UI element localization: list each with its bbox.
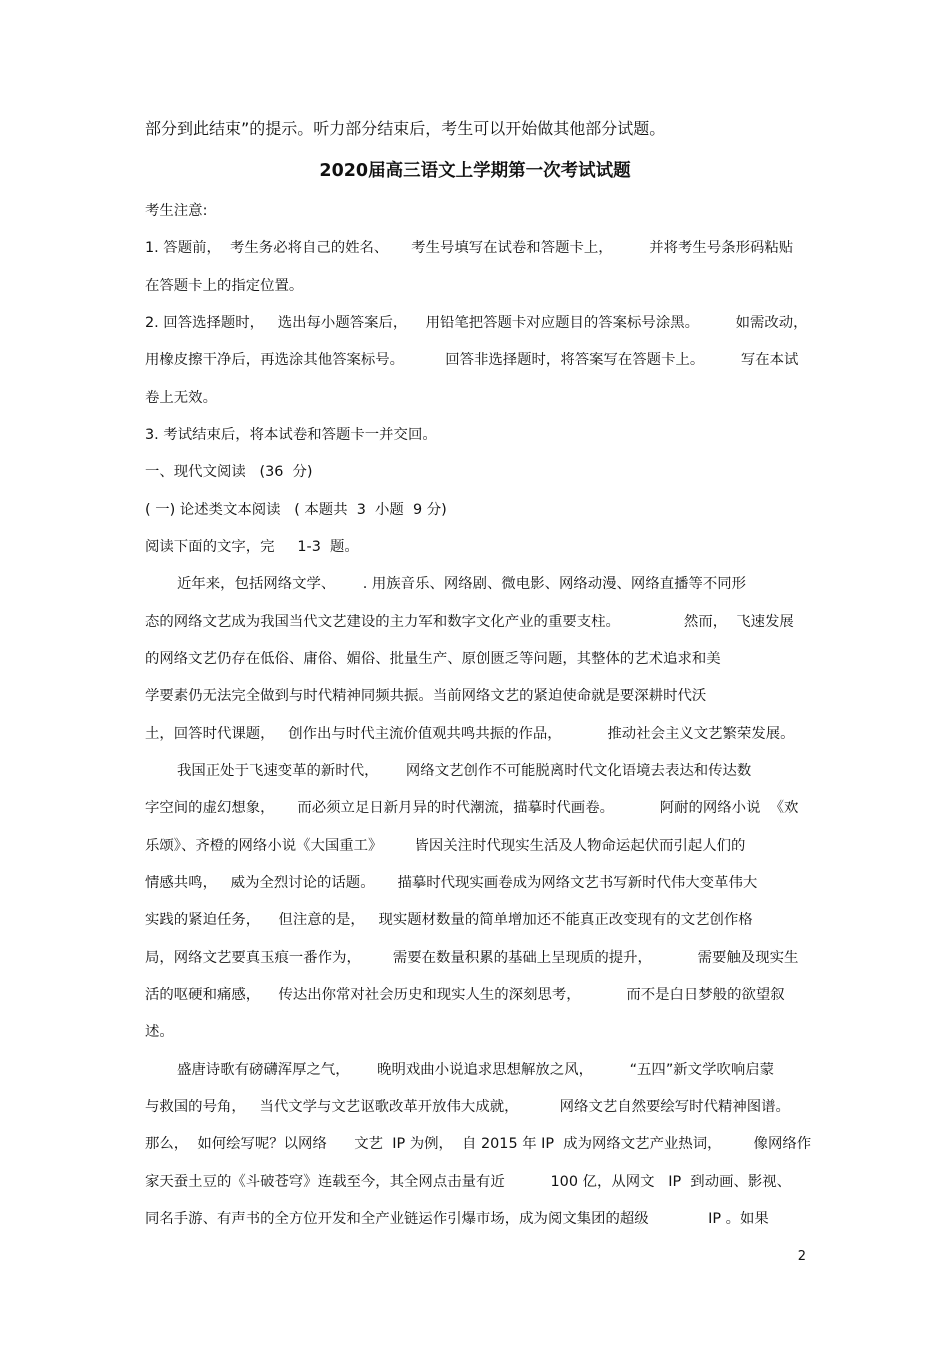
line-10: 阅读下面的文字，完 1-3 题。 — [145, 539, 359, 555]
page-number: 2 — [797, 1249, 806, 1264]
line-23: 述。 — [145, 1024, 174, 1040]
line-6: 卷上无效。 — [145, 390, 217, 406]
line-15: 土，回答时代课题， 创作出与时代主流价值观共鸣共振的作品， 推动社会主义文艺繁荣发展。 — [145, 726, 795, 742]
line-28: 同名手游、有声书的全方位开发和全产业链运作引爆市场，成为阅文集团的超级 IP 。如果 — [145, 1211, 769, 1227]
line-14: 学要素仍无法完全做到与时代精神同频共振。当前网络文艺的紧迫使命就是要深耕时代沃 — [145, 688, 707, 704]
line-26: 那么， 如何绘写呢？以网络 文艺 IP 为例， 自 2015 年 IP 成为网络文艺产业热词， 像网络作 — [145, 1136, 812, 1152]
top-line: 部分到此结束”的提示。听力部分结束后，考生可以开始做其他部分试题。 — [145, 119, 666, 138]
line-17: 字空间的虚幻想象， 而必须立足日新月异的时代潮流，描摹时代画卷。 阿耐的网络小说 《欢 — [145, 800, 799, 816]
line-7: 3. 考试结束后，将本试卷和答题卡一并交回。 — [145, 427, 437, 443]
page-title: 2020届高三语文上学期第一次考试试题 — [319, 161, 631, 181]
line-8: 一、现代文阅读 (36 分) — [145, 464, 313, 480]
line-4: 2. 回答选择题时， 选出每小题答案后， 用铅笔把答题卡对应题目的答案标号涂黑。 如需改动， — [145, 315, 808, 331]
line-16: 我国正处于飞速变革的新时代， 网络文艺创作不可能脱离时代文化语境去表达和传达数 — [177, 763, 752, 779]
line-24: 盛唐诗歌有磅礴浑厚之气， 晚明戏曲小说追求思想解放之风， “五四”新文学吹响启蒙 — [177, 1062, 775, 1078]
line-18: 乐颂》、齐橙的网络小说《大国重工》 皆因关注时代现实生活及人物命运起伏而引起人们的 — [145, 838, 746, 854]
line-27: 家天蚕土豆的《斗破苍穹》连载至今，其全网点击量有近 100 亿，从网文 IP 到动画、影视、 — [145, 1174, 792, 1190]
line-9: ( 一) 论述类文本阅读 ( 本题共 3 小题 9 分) — [145, 502, 447, 518]
line-5: 用橡皮擦干净后，再选涂其他答案标号。 回答非选择题时，将答案写在答题卡上。 写在本试 — [145, 352, 799, 368]
line-22: 活的呕硬和痛感， 传达出你常对社会历史和现实人生的深刻思考， 而不是白日梦般的欲望叙 — [145, 987, 785, 1003]
line-2: 1. 答题前， 考生务必将自己的姓名、 考生号填写在试卷和答题卡上， 并将考生号条形码粘贴 — [145, 240, 794, 256]
line-12: 态的网络文艺成为我国当代文艺建设的主力军和数字文化产业的重要支柱。 然而， 飞速发展 — [145, 614, 794, 630]
line-25: 与救国的号角， 当代文学与文艺讴歌改革开放伟大成就， 网络文艺自然要绘写时代精神图谱。 — [145, 1099, 790, 1115]
line-1: 考生注意: — [145, 203, 208, 219]
line-3: 在答题卡上的指定位置。 — [145, 278, 304, 294]
line-20: 实践的紧迫任务， 但注意的是， 现实题材数量的简单增加还不能真正改变现有的文艺创作格 — [145, 912, 753, 928]
line-19: 情感共鸣， 威为全烈讨论的话题。 描摹时代现实画卷成为网络文艺书写新时代伟大变革伟大 — [145, 875, 758, 891]
line-13: 的网络文艺仍存在低俗、庸俗、媚俗、批量生产、原创匮乏等问题，其整体的艺术追求和美 — [145, 651, 721, 667]
line-11: 近年来，包括网络文学、 . 用族音乐、网络剧、微电影、网络动漫、网络直播等不同形 — [177, 576, 747, 592]
line-21: 局，网络文艺要真玉痕一番作为， 需要在数量积累的基础上呈现质的提升， 需要触及现实生 — [145, 950, 799, 966]
